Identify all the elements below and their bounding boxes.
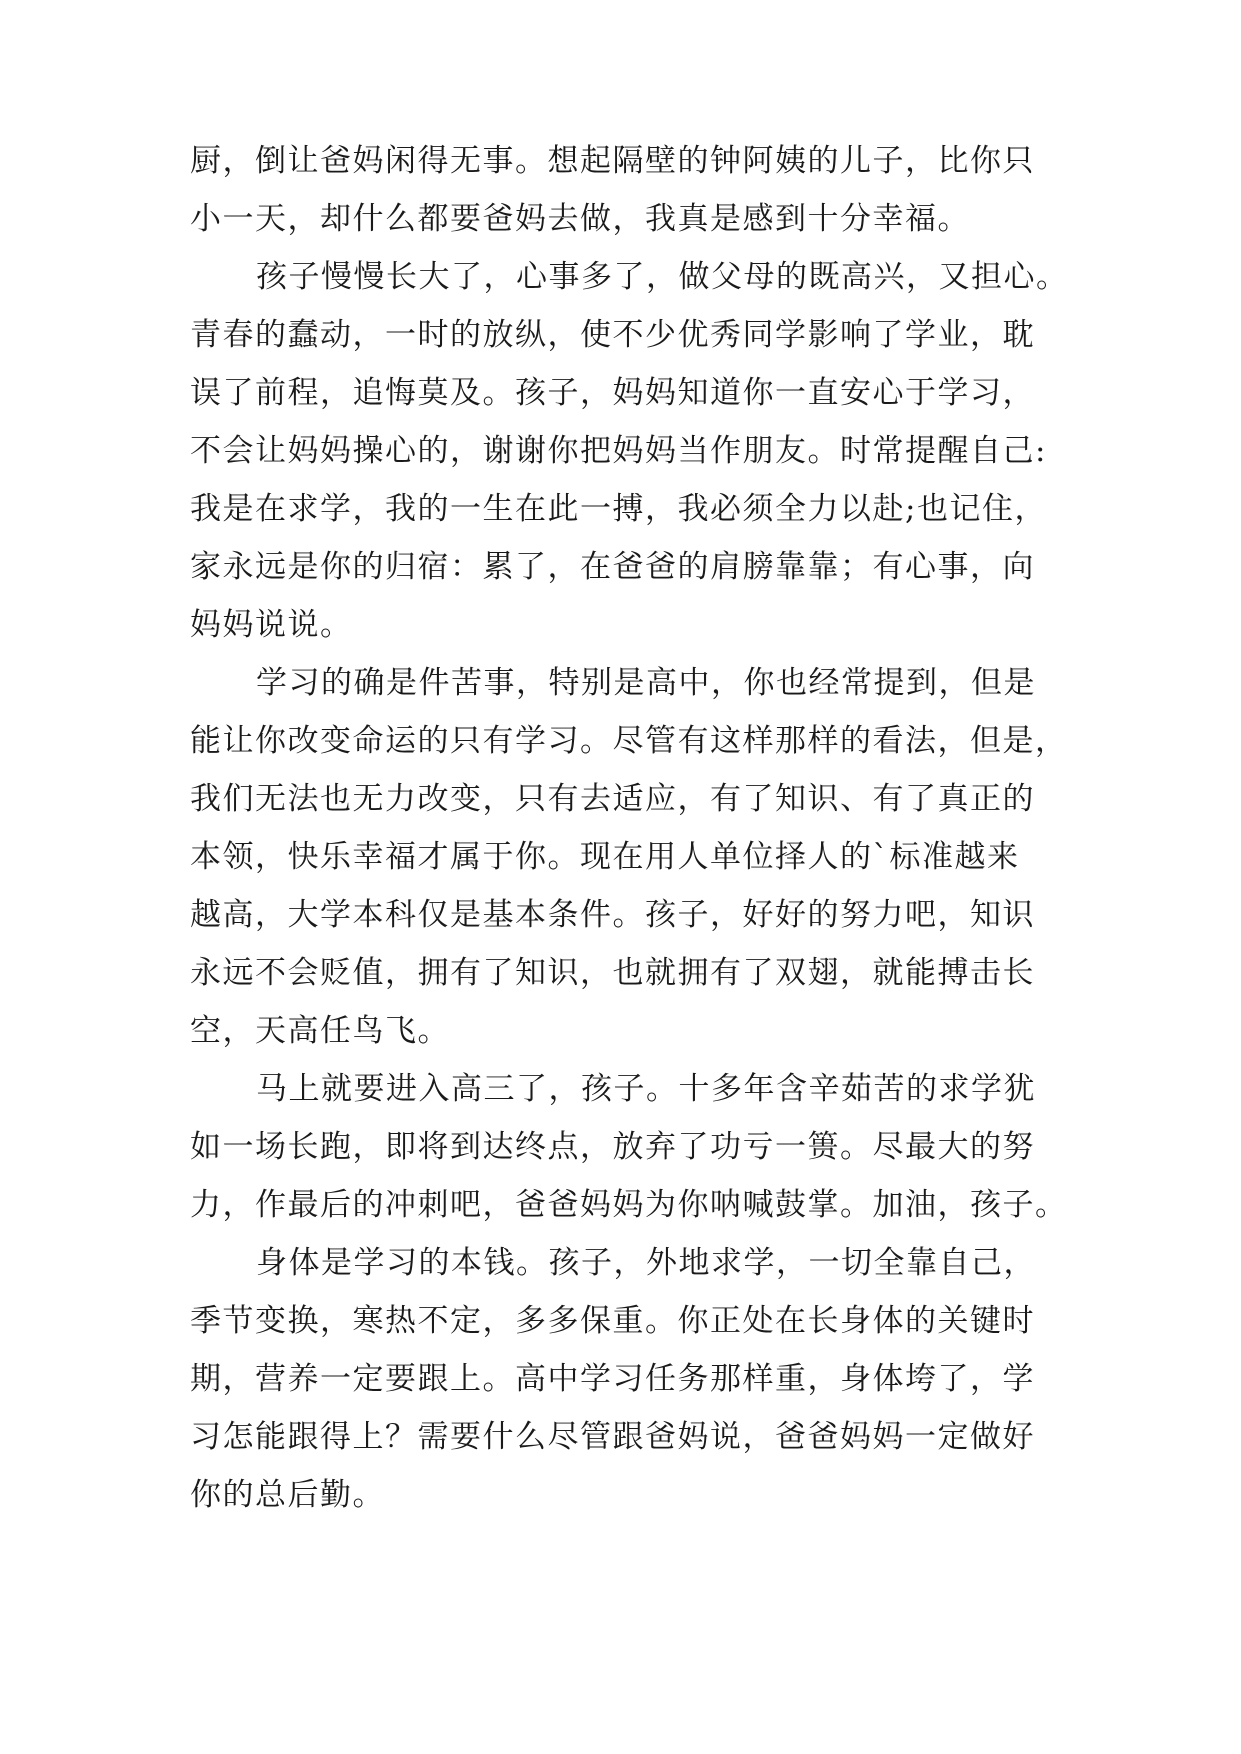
text-line: 如一场长跑，即将到达终点，放弃了功亏一篑。尽最大的努 xyxy=(190,1129,1035,1165)
document-body xyxy=(190,132,1069,1524)
text-line: 你的总后勤。 xyxy=(190,1477,385,1513)
text-line: 厨，倒让爸妈闲得无事。想起隔壁的钟阿姨的儿子，比你只 xyxy=(190,143,1035,179)
text-line: 妈妈说说。 xyxy=(190,607,353,643)
text-line: 家永远是你的归宿：累了，在爸爸的肩膀靠靠；有心事，向 xyxy=(190,549,1035,585)
paragraph-4 xyxy=(190,1060,1068,1234)
text-line: 身体是学习的本钱。孩子，外地求学，一切全靠自己， xyxy=(256,1245,1036,1281)
text-line: 空，天高任鸟飞。 xyxy=(190,1013,450,1049)
text-line: 力，作最后的冲刺吧，爸爸妈妈为你呐喊鼓掌。加油，孩子。 xyxy=(190,1187,1068,1223)
text-line: 习怎能跟得上？需要什么尽管跟爸妈说，爸爸妈妈一定做好 xyxy=(190,1419,1035,1455)
paragraph-1 xyxy=(190,132,1060,248)
text-line: 期，营养一定要跟上。高中学习任务那样重，身体垮了，学 xyxy=(190,1361,1035,1397)
text-line: 我是在求学，我的一生在此一搏，我必须全力以赴;也记住， xyxy=(190,491,1047,527)
text-line: 永远不会贬值，拥有了知识，也就拥有了双翅，就能搏击长 xyxy=(190,955,1035,991)
text-line: 学习的确是件苦事，特别是高中，你也经常提到，但是 xyxy=(256,665,1036,701)
paragraph-2 xyxy=(190,248,1069,654)
text-line: 我们无法也无力改变，只有去适应，有了知识、有了真正的 xyxy=(190,781,1035,817)
text-line: 马上就要进入高三了，孩子。十多年含辛茹苦的求学犹 xyxy=(256,1071,1036,1107)
text-line: 能让你改变命运的只有学习。尽管有这样那样的看法，但是， xyxy=(190,723,1068,759)
paragraph-3 xyxy=(190,654,1068,1060)
text-line: 孩子慢慢长大了，心事多了，做父母的既高兴，又担心。 xyxy=(256,259,1069,295)
text-line: 误了前程，追悔莫及。孩子，妈妈知道你一直安心于学习， xyxy=(190,375,1035,411)
paragraph-5 xyxy=(190,1234,1060,1524)
text-line: 越高，大学本科仅是基本条件。孩子，好好的努力吧，知识 xyxy=(190,897,1035,933)
text-line: 小一天，却什么都要爸妈去做，我真是感到十分幸福。 xyxy=(190,201,970,237)
text-line: 本领，快乐幸福才属于你。现在用人单位择人的`标准越来 xyxy=(190,839,1020,875)
text-line: 青春的蠢动，一时的放纵，使不少优秀同学影响了学业，耽 xyxy=(190,317,1035,353)
text-line: 季节变换，寒热不定，多多保重。你正处在长身体的关键时 xyxy=(190,1303,1035,1339)
text-line: 不会让妈妈操心的，谢谢你把妈妈当作朋友。时常提醒自己: xyxy=(190,433,1047,469)
